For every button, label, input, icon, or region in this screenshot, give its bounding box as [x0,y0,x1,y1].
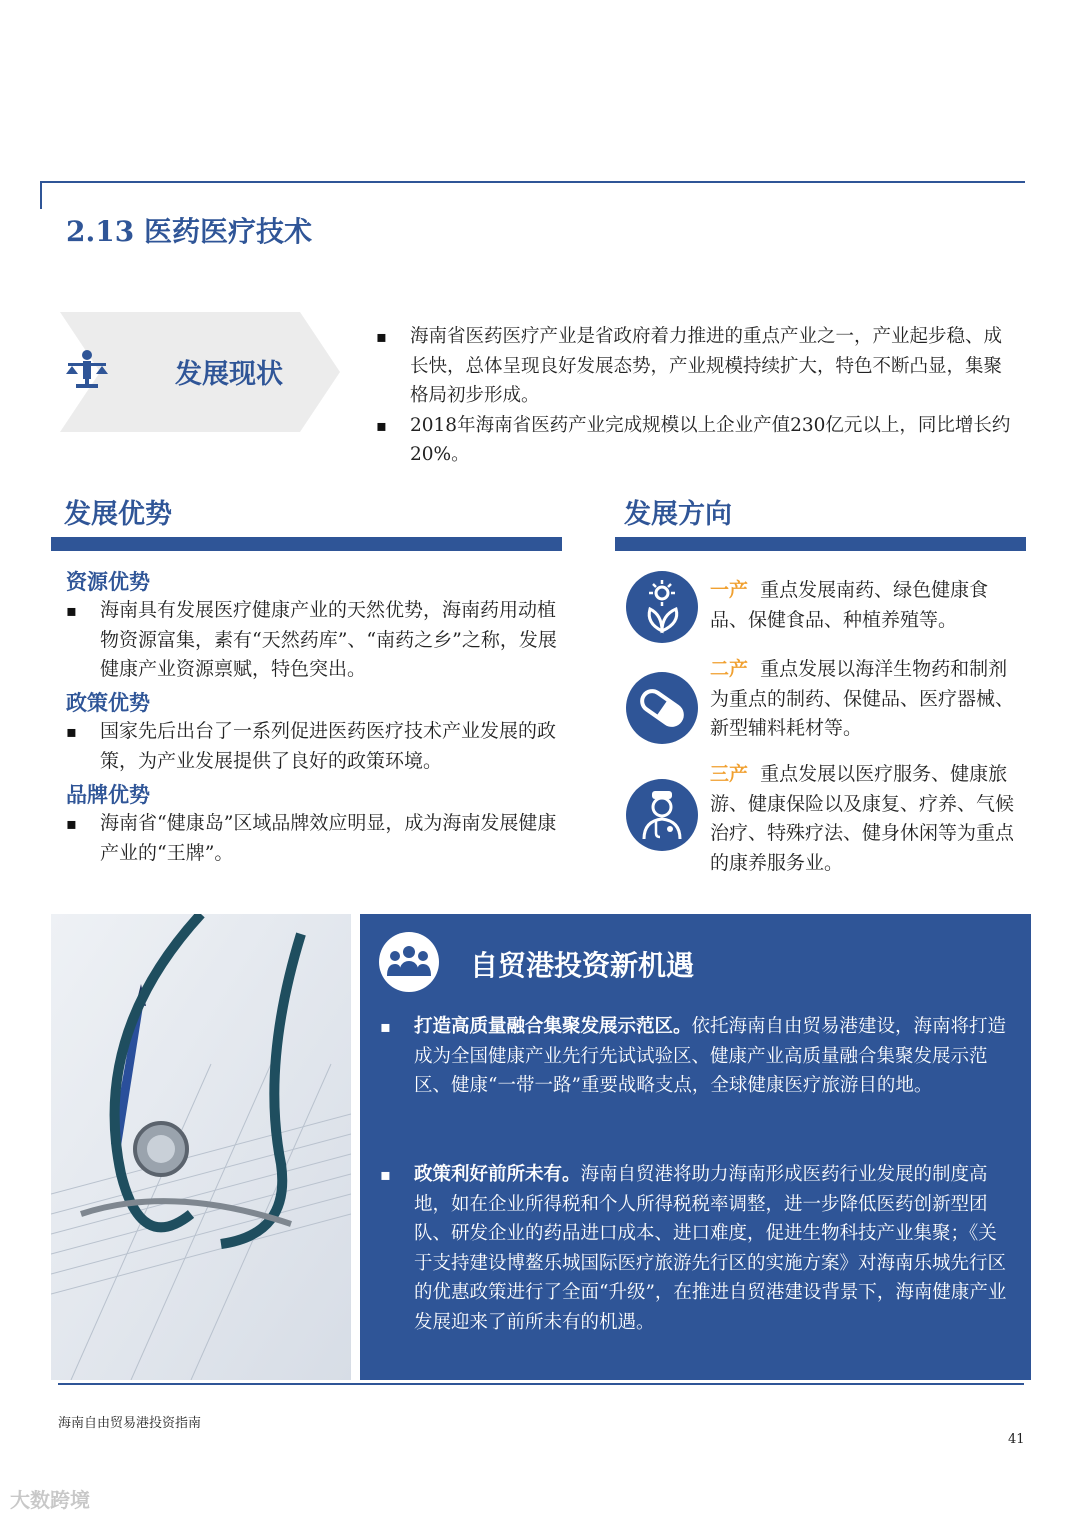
direction-text: 重点发展南药、绿色健康食品、保健食品、种植养殖等。 [710,579,989,631]
direction-item [710,576,1020,635]
direction-tag: 一产 [710,579,749,601]
advantage-text: ▪ 海南省“健康岛”区域品牌效应明显，成为海南发展健康产业的“王牌”。 [66,809,561,868]
advantages-heading: 发展优势 [64,499,172,530]
pill-icon [626,672,698,744]
team-icon [377,930,441,994]
advantage-text: ▪ 国家先后出台了一系列促进医药医疗技术产业发展的政策，为产业发展提供了良好的政策环境。 [66,717,561,776]
status-bullets [376,322,1016,470]
advantage-title: 品牌优势 [66,782,150,807]
directions-heading: 发展方向 [624,499,732,530]
status-label: 发展现状 [175,359,283,390]
opportunity-text: 海南自贸港将助力海南形成医药行业发展的制度高地，如在企业所得税和个人所得税税率调整，进一步降低医药创新型团队、研发企业的药品进口成本、进口难度，促进生物科技产业集聚；《关于支持建设博鳌乐城国际医疗旅游先行区的实施方案》对海南乐城先行区的优惠政策进行了全面“升级”，在推进自贸港建设背景下，海南健康产业发展迎来了前所未有的机遇。 [414,1164,1007,1333]
direction-tag: 二产 [710,658,749,680]
section-title: 2.13 医药医疗技术 [66,215,312,248]
advantages-bar [51,537,562,551]
advantage-item [66,809,561,868]
doctor-icon [626,779,698,851]
status-bullet: ▪ 海南省医药医疗产业是省政府着力推进的重点产业之一，产业起步稳、成长快，总体呈现良好发展态势，产业规模持续扩大，特色不断凸显，集聚格局初步形成。 [376,322,1016,411]
opportunity-item [380,1160,1010,1337]
opportunity-text: 依托海南自由贸易港建设，海南将打造成为全国健康产业先行先试试验区、健康产业高质量融合集聚发展示范区、健康“一带一路”重要战略支点，全球健康医疗旅游目的地。 [414,1016,1007,1096]
opportunity-lead: 打造高质量融合集聚发展示范区。 [414,1016,692,1037]
opportunity-lead: 政策利好前所未有。 [414,1164,581,1185]
direction-item [710,760,1020,878]
opportunity-title: 自贸港投资新机遇 [470,949,695,982]
advantage-text: ▪ 海南具有发展医疗健康产业的天然优势，海南药用动植物资源富集，素有“天然药库”、“南药之乡”之称，发展健康产业资源禀赋，特色突出。 [66,596,561,685]
page-number: 41 [1008,1432,1025,1447]
stethoscope-photo [51,914,351,1380]
direction-text: 重点发展以医疗服务、健康旅游、健康保险以及康复、疗养、气候治疗、特殊疗法、健身休闲等为重点的康养服务业。 [710,763,1015,874]
top-rule [40,181,1025,183]
watermark: 大数跨境 [10,1488,90,1512]
top-rule-tick [40,181,42,209]
direction-text: 重点发展以海洋生物药和制剂为重点的制药、保健品、医疗器械、新型辅料耗材等。 [710,658,1015,739]
directions-bar [615,537,1026,551]
advantage-item [66,717,561,776]
plant-sun-icon [626,571,698,643]
advantage-title: 政策优势 [66,690,150,715]
justice-icon [64,348,110,392]
opportunity-item [380,1012,1010,1101]
advantage-item [66,596,561,685]
direction-tag: 三产 [710,763,749,785]
advantage-title: 资源优势 [66,569,150,594]
footer-title: 海南自由贸易港投资指南 [58,1416,202,1431]
status-bullet: ▪ 2018年海南省医药产业完成规模以上企业产值230亿元以上，同比增长约20%。 [376,411,1016,470]
direction-item [710,655,1020,744]
bottom-rule [58,1383,1024,1385]
